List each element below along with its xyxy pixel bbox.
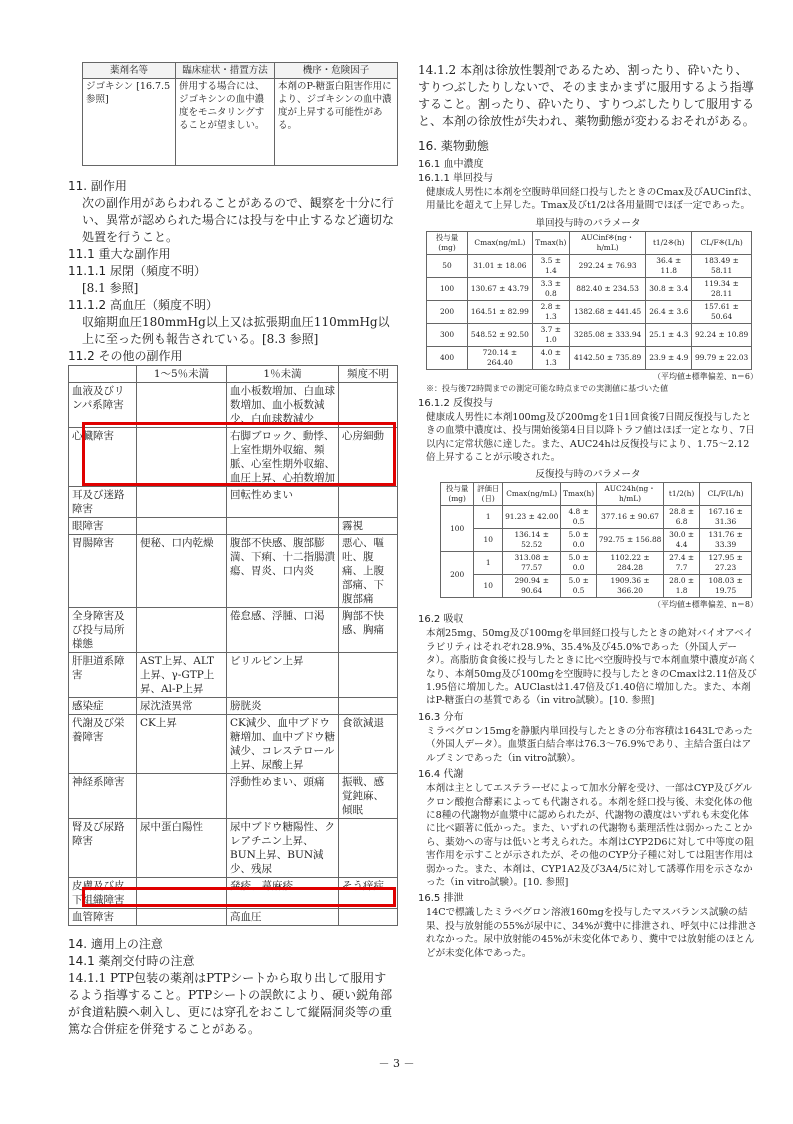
section-heading-14-1: 14.1 薬剤交付時の注意 bbox=[68, 954, 195, 968]
table-cell: 高血圧 bbox=[227, 909, 339, 926]
table-header: Cmax(ng/mL) bbox=[468, 231, 533, 254]
table-cell: 4142.50 ± 735.89 bbox=[569, 346, 645, 369]
table-cell: 4.0 ± 1.3 bbox=[532, 346, 569, 369]
table-cell: 心房細動 bbox=[339, 428, 398, 487]
interaction-table bbox=[82, 62, 398, 166]
table-cell: 発疹、蕁麻疹 bbox=[227, 878, 339, 909]
table-row bbox=[69, 535, 398, 608]
table-cell: 99.79 ± 22.03 bbox=[692, 346, 752, 369]
table-cell: 胃腸障害 bbox=[69, 535, 137, 608]
table-cell: 神経系障害 bbox=[69, 774, 137, 819]
right-column bbox=[418, 62, 758, 960]
section-heading-11: 11. 副作用 bbox=[68, 179, 127, 193]
table-cell: 5.0 ± 0.5 bbox=[561, 575, 597, 598]
section-heading-11-1-1: 11.1.1 尿閉（頻度不明） bbox=[68, 264, 206, 278]
table-cell: 5.0 ± 0.0 bbox=[561, 552, 597, 575]
table-cell bbox=[339, 653, 398, 698]
table-cell: ビリルビン上昇 bbox=[227, 653, 339, 698]
table-row bbox=[69, 698, 398, 715]
table-row bbox=[69, 909, 398, 926]
table-cell: 皮膚及び皮下組織障害 bbox=[69, 878, 137, 909]
table-cell: 眼障害 bbox=[69, 518, 137, 535]
table-cell: 548.52 ± 92.50 bbox=[468, 323, 533, 346]
table-cell bbox=[339, 383, 398, 428]
table-header: AUC24h(ng・h/mL) bbox=[597, 483, 664, 506]
table-cell bbox=[339, 698, 398, 715]
table-cell: 300 bbox=[427, 323, 468, 346]
table-cell: 92.24 ± 10.89 bbox=[692, 323, 752, 346]
table-cell: 5.0 ± 0.0 bbox=[561, 529, 597, 552]
section-heading-16-1-1: 16.1.1 単回投与 bbox=[418, 173, 493, 184]
table-cell: 313.08 ± 77.57 bbox=[503, 552, 561, 575]
table-row bbox=[69, 383, 398, 428]
table-row bbox=[69, 819, 398, 878]
table-cell: AST上昇、ALT上昇、γ-GTP上昇、Al-P上昇 bbox=[137, 653, 227, 698]
table-row bbox=[69, 715, 398, 774]
table-cell: 28.8 ± 6.8 bbox=[663, 506, 699, 529]
table-row bbox=[441, 506, 752, 529]
table-row bbox=[69, 518, 398, 535]
table-header: 評価日(日) bbox=[474, 483, 503, 506]
table-cell: 28.0 ± 1.8 bbox=[663, 575, 699, 598]
footnote: ※：投与後72時間までの測定可能な時点までの実測値に基づいた値 bbox=[426, 383, 669, 393]
paragraph: 健康成人男性に本剤を空腹時単回経口投与したときのCmax及びAUCinfは、用量比を超えて上昇した。Tmax及びt1/2は各用量間でほぼ一定であった。 bbox=[426, 187, 758, 212]
table-row bbox=[69, 428, 398, 487]
paragraph: 収縮期血圧180mmHg以上又は拡張期血圧110mmHg以上に至った例も報告されている。[8.3 参照] bbox=[82, 315, 390, 346]
table-cell: そう痒症 bbox=[339, 878, 398, 909]
table-cell: 尿中ブドウ糖陽性、クレアチニン上昇、BUN上昇、BUN減少、残尿 bbox=[227, 819, 339, 878]
table-header: CL/F(L/h) bbox=[700, 483, 752, 506]
table-header: Cmax(ng/mL) bbox=[503, 483, 561, 506]
table-cell: 併用する場合には、ジゴキシンの血中濃度をモニタリングすることが望ましい。 bbox=[176, 79, 275, 166]
table-cell bbox=[137, 878, 227, 909]
table-row bbox=[441, 529, 752, 552]
table-cell: 1102.22 ± 284.28 bbox=[597, 552, 664, 575]
table-cell: 290.94 ± 90.64 bbox=[503, 575, 561, 598]
paragraph: 本剤は主としてエステラーゼによって加水分解を受け、一部はCYP及びグルクロン酸抱合酵素によっても代謝される。本剤を経口投与後、未変化体の他に8種の代謝物が血漿中に認められたが、代謝物の濃度はいずれも未変化体に比べ顕著に低かった。また、いずれの代謝物も薬理活性は弱かったことから、薬効への寄与は低いと考えられた。本剤はCYP2D6に対して中等度の阻害作用を示すことが示されたが、その他のCYP分子種に対しては阻害作用は弱かった。また、本剤は、CYP1A2及び3A4/5に対して誘導作用を示さなかった（in vitro試験）。[10. 参照] bbox=[426, 783, 754, 888]
table-header: Tmax(h) bbox=[532, 231, 569, 254]
left-column bbox=[68, 62, 398, 1038]
table-cell bbox=[339, 819, 398, 878]
table-cell bbox=[137, 909, 227, 926]
table-cell bbox=[137, 608, 227, 653]
table-cell: 1909.36 ± 366.20 bbox=[597, 575, 664, 598]
table-cell: 1 bbox=[474, 552, 503, 575]
table-cell: 882.40 ± 234.53 bbox=[569, 277, 645, 300]
table-header: CL/F※(L/h) bbox=[692, 231, 752, 254]
table-header: 1～5％未満 bbox=[137, 366, 227, 383]
table-cell: 292.24 ± 76.93 bbox=[569, 254, 645, 277]
section-heading-11-1-2: 11.1.2 高血圧（頻度不明） bbox=[68, 298, 218, 312]
section-heading-16-4: 16.4 代謝 bbox=[418, 769, 464, 781]
side-effect-table bbox=[68, 365, 398, 926]
table-cell: 尿沈渣異常 bbox=[137, 698, 227, 715]
table-cell bbox=[137, 487, 227, 518]
table-cell: 心臓障害 bbox=[69, 428, 137, 487]
table-cell: 10 bbox=[474, 575, 503, 598]
table-cell: 30.8 ± 3.4 bbox=[646, 277, 692, 300]
section-heading-16-1: 16.1 血中濃度 bbox=[418, 159, 484, 170]
table-row bbox=[427, 300, 752, 323]
table-header: 臨床症状・措置方法 bbox=[176, 63, 275, 79]
table-row bbox=[427, 346, 752, 369]
table-header: 1％未満 bbox=[227, 366, 339, 383]
section-heading-11-2: 11.2 その他の副作用 bbox=[68, 349, 183, 363]
table-cell: 100 bbox=[427, 277, 468, 300]
table-cell: 1382.68 ± 441.45 bbox=[569, 300, 645, 323]
paragraph: [8.1 参照] bbox=[82, 281, 139, 295]
table-cell: 胸部不快感、胸痛 bbox=[339, 608, 398, 653]
table-cell: 23.9 ± 4.9 bbox=[646, 346, 692, 369]
table-cell: 157.61 ± 50.64 bbox=[692, 300, 752, 323]
table-cell bbox=[339, 487, 398, 518]
paragraph: 14Cで標識したミラベグロン溶液160mgを投与したマスバランス試験の結果、投与放射能の55%が尿中に、34%が糞中に排泄され、呼気中には排泄されなかった。尿中放射能の45%が未変化体であり、糞中では放射能のほとんどが未変化体であった。 bbox=[426, 907, 758, 959]
table-row bbox=[441, 575, 752, 598]
repeat-dose-table bbox=[440, 482, 752, 598]
table-header bbox=[69, 366, 137, 383]
table-cell: 50 bbox=[427, 254, 468, 277]
table-cell bbox=[137, 774, 227, 819]
table-cell bbox=[137, 518, 227, 535]
table-cell: 200 bbox=[427, 300, 468, 323]
table-cell: 100 bbox=[441, 506, 474, 552]
table-cell: 右脚ブロック、動悸、上室性期外収縮、頻脈、心室性期外収縮、血圧上昇、心拍数増加 bbox=[227, 428, 339, 487]
table-cell: 血液及びリンパ系障害 bbox=[69, 383, 137, 428]
table-header: 機序・危険因子 bbox=[275, 63, 398, 79]
table-cell: 108.03 ± 19.75 bbox=[700, 575, 752, 598]
table-cell bbox=[137, 428, 227, 487]
table-cell: 27.4 ± 7.7 bbox=[663, 552, 699, 575]
section-heading-16-5: 16.5 排泄 bbox=[418, 893, 464, 905]
table-cell: 4.8 ± 0.5 bbox=[561, 506, 597, 529]
table-header: t1/2(h) bbox=[663, 483, 699, 506]
table-header: 薬剤名等 bbox=[83, 63, 176, 79]
table-cell: 30.0 ± 4.4 bbox=[663, 529, 699, 552]
table-cell: 31.01 ± 18.06 bbox=[468, 254, 533, 277]
table-row bbox=[69, 653, 398, 698]
table-note: （平均値±標準偏差、n＝6） bbox=[653, 371, 758, 381]
table-cell: 便秘、口内乾燥 bbox=[137, 535, 227, 608]
table-cell: 食欲減退 bbox=[339, 715, 398, 774]
table-cell: 136.14 ± 52.52 bbox=[503, 529, 561, 552]
table-cell: 腎及び尿路障害 bbox=[69, 819, 137, 878]
table-caption: 反復投与時のパラメータ bbox=[535, 469, 641, 481]
table-cell: 167.16 ± 31.36 bbox=[700, 506, 752, 529]
paragraph: 本剤25mg、50mg及び100mgを単回経口投与したときの絶対バイオアベイラビリティはそれぞれ28.9%、35.4%及び45.0%であった（外国人データ）。高脂肪食食後に投与したときに比べ空腹時投与で本剤血漿中濃度が高くなり、本剤50mg及び100mgを空腹時に投与したときのCmaxは2.11倍及び1.95倍に増加した。AUClastは1.47倍及び1.40倍に増加した。また、本剤はP-糖蛋白の基質である（in vitro試験）。[10. 参照] bbox=[426, 628, 757, 707]
table-cell: 霧視 bbox=[339, 518, 398, 535]
table-cell: 3.3 ± 0.8 bbox=[532, 277, 569, 300]
table-caption: 単回投与時のパラメータ bbox=[535, 217, 641, 229]
table-cell: 耳及び迷路障害 bbox=[69, 487, 137, 518]
table-row bbox=[69, 487, 398, 518]
section-heading-16: 16. 薬物動態 bbox=[418, 139, 489, 153]
table-cell: 本剤のP-糖蛋白阻害作用により、ジゴキシンの血中濃度が上昇する可能性がある。 bbox=[275, 79, 398, 166]
table-cell: 3.7 ± 1.0 bbox=[532, 323, 569, 346]
table-note: （平均値±標準偏差、n＝8） bbox=[653, 600, 758, 610]
table-row bbox=[69, 774, 398, 819]
table-cell: 回転性めまい bbox=[227, 487, 339, 518]
table-cell: 183.49 ± 58.11 bbox=[692, 254, 752, 277]
table-cell: 倦怠感、浮腫、口渇 bbox=[227, 608, 339, 653]
table-row bbox=[441, 552, 752, 575]
table-row bbox=[427, 277, 752, 300]
section-heading-16-1-2: 16.1.2 反復投与 bbox=[418, 397, 493, 409]
table-cell: 浮動性めまい、頭痛 bbox=[227, 774, 339, 819]
table-row bbox=[83, 79, 398, 166]
paragraph: 次の副作用があらわれることがあるので、観察を十分に行い、異常が認められた場合には投与を中止するなど適切な処置を行うこと。 bbox=[82, 196, 395, 244]
table-cell: 792.75 ± 156.88 bbox=[597, 529, 664, 552]
table-header: t1/2※(h) bbox=[646, 231, 692, 254]
table-header: Tmax(h) bbox=[561, 483, 597, 506]
table-cell: 26.4 ± 3.6 bbox=[646, 300, 692, 323]
paragraph: 健康成人男性に本剤100mg及び200mgを1日1回食後7日間反復投与したときの血漿中濃度は、投与開始後第4日目以降トラフ値はほぼ一定となり、7日以内に定常状態に達した。また、AUC24hは反復投与により、1.75～2.12倍上昇することが示唆された。 bbox=[426, 411, 755, 464]
table-cell: 3285.08 ± 333.94 bbox=[569, 323, 645, 346]
table-cell: 全身障害及び投与局所様態 bbox=[69, 608, 137, 653]
table-cell: 1 bbox=[474, 506, 503, 529]
table-cell: 感染症 bbox=[69, 698, 137, 715]
table-row bbox=[69, 878, 398, 909]
table-cell bbox=[339, 909, 398, 926]
table-cell: 代謝及び栄養障害 bbox=[69, 715, 137, 774]
table-cell bbox=[227, 518, 339, 535]
paragraph: 14.1.2 本剤は徐放性製剤であるため、割ったり、砕いたり、すりつぶしたりしないで、そのままかまずに服用するよう指導すること。割ったり、砕いたり、すりつぶしたりして服用すると、本剤の徐放性が失われ、薬物動態が変わるおそれがある。 bbox=[418, 63, 755, 128]
table-cell: 119.34 ± 28.11 bbox=[692, 277, 752, 300]
table-header: 投与量(mg) bbox=[441, 483, 474, 506]
table-cell: 膀胱炎 bbox=[227, 698, 339, 715]
table-cell: 164.51 ± 82.99 bbox=[468, 300, 533, 323]
table-cell: 25.1 ± 4.3 bbox=[646, 323, 692, 346]
table-cell: 131.76 ± 33.39 bbox=[700, 529, 752, 552]
table-cell: 377.16 ± 90.67 bbox=[597, 506, 664, 529]
table-cell: 130.67 ± 43.79 bbox=[468, 277, 533, 300]
table-cell: 3.5 ± 1.4 bbox=[532, 254, 569, 277]
section-heading-16-3: 16.3 分布 bbox=[418, 711, 464, 723]
section-heading-16-2: 16.2 吸収 bbox=[418, 614, 464, 626]
section-heading-11-1: 11.1 重大な副作用 bbox=[68, 247, 171, 261]
table-cell: CK減少、血中ブドウ糖増加、血中ブドウ糖減少、コレステロール上昇、尿酸上昇 bbox=[227, 715, 339, 774]
paragraph: ミラベグロン15mgを静脈内単回投与したときの分布容積は1643Lであった（外国人データ）。血漿蛋白結合率は76.3～76.9%であり、主結合蛋白はアルブミンであった（in vitro試験）。 bbox=[426, 725, 753, 764]
table-cell: 悪心、嘔吐、腹痛、上腹部痛、下腹部痛 bbox=[339, 535, 398, 608]
table-cell: CK上昇 bbox=[137, 715, 227, 774]
table-cell bbox=[137, 383, 227, 428]
table-cell: 血小板数増加、白血球数増加、血小板数減少、白血球数減少 bbox=[227, 383, 339, 428]
table-header: AUCinf※(ng・h/mL) bbox=[569, 231, 645, 254]
table-cell: 127.95 ± 27.23 bbox=[700, 552, 752, 575]
table-cell: 肝胆道系障害 bbox=[69, 653, 137, 698]
single-dose-table bbox=[426, 231, 752, 370]
table-cell: 91.23 ± 42.00 bbox=[503, 506, 561, 529]
table-cell: 720.14 ± 264.40 bbox=[468, 346, 533, 369]
table-cell: 振戦、感覚鈍麻、傾眠 bbox=[339, 774, 398, 819]
table-cell: 36.4 ± 11.8 bbox=[646, 254, 692, 277]
table-cell: 200 bbox=[441, 552, 474, 598]
section-heading-14: 14. 適用上の注意 bbox=[68, 937, 163, 951]
table-header: 投与量(mg) bbox=[427, 231, 468, 254]
table-cell: 400 bbox=[427, 346, 468, 369]
table-cell: 腹部不快感、腹部膨満、下痢、十二指腸潰瘍、胃炎、口内炎 bbox=[227, 535, 339, 608]
table-header: 頻度不明 bbox=[339, 366, 398, 383]
page-number: － 3 － bbox=[378, 1057, 415, 1070]
table-cell: 10 bbox=[474, 529, 503, 552]
table-cell: ジゴキシン [16.7.5 参照] bbox=[83, 79, 176, 166]
table-cell: 血管障害 bbox=[69, 909, 137, 926]
table-row bbox=[427, 323, 752, 346]
paragraph: 14.1.1 PTP包装の薬剤はPTPシートから取り出して服用するよう指導すること。PTPシートの誤飲により、硬い鋭角部が食道粘膜へ刺入し、更には穿孔をおこして縦隔洞炎等の重篤な合併症を併発することがある。 bbox=[68, 971, 393, 1036]
table-row bbox=[69, 608, 398, 653]
table-cell: 尿中蛋白陽性 bbox=[137, 819, 227, 878]
table-row bbox=[427, 254, 752, 277]
table-cell: 2.8 ± 1.3 bbox=[532, 300, 569, 323]
